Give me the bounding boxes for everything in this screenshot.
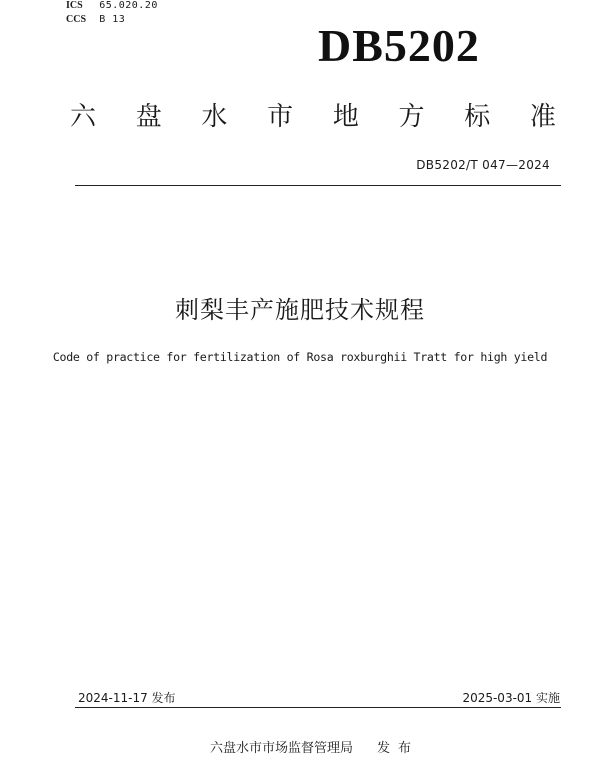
release-date: 2024-11-17 发布	[78, 691, 176, 705]
footer-divider	[75, 707, 561, 708]
implementation-date: 2025-03-01 实施	[462, 691, 560, 705]
issuer-char: 地	[332, 102, 359, 132]
header-divider	[75, 185, 561, 186]
ccs-row	[66, 14, 125, 26]
document-title-zh: 刺梨丰产施肥技术规程	[175, 296, 425, 324]
issuer-char: 标	[464, 102, 491, 132]
logo-prefix: DB	[318, 20, 384, 71]
issuer-char: 水	[201, 102, 228, 132]
issuer-char: 市	[267, 102, 294, 132]
issuer-char: 盘	[135, 102, 162, 132]
logo-number: 5202	[383, 20, 480, 71]
issuer-title	[70, 100, 556, 134]
ccs-code: B 13	[99, 14, 126, 25]
ics-label: ICS	[66, 0, 83, 11]
publisher-name: 六盘水市市场监督管理局	[210, 741, 354, 756]
ics-code: 65.020.20	[99, 0, 158, 11]
issuer-char: 六	[70, 102, 97, 132]
standard-logo	[318, 22, 518, 70]
issuer-char: 方	[398, 102, 425, 132]
publisher-line	[210, 737, 419, 756]
document-title-en: Code of practice for fertilization of Rosa roxburghii Tratt for high yield	[52, 350, 548, 364]
publisher-verb: 发布	[377, 741, 420, 756]
issuer-char: 准	[529, 102, 556, 132]
standard-number: DB5202/T 047—2024	[416, 158, 550, 172]
ccs-label: CCS	[66, 14, 87, 25]
ics-row	[66, 0, 158, 12]
